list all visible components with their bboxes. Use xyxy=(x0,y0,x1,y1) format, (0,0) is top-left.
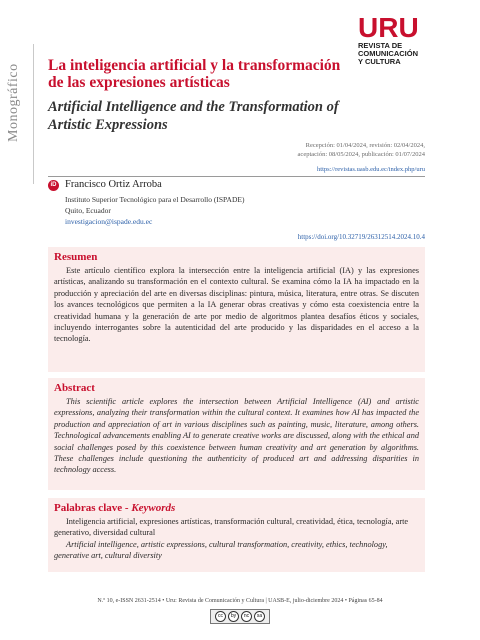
keywords-heading-en: Keywords xyxy=(131,502,176,514)
author-location: Quito, Ecuador xyxy=(65,206,111,215)
keywords-body xyxy=(48,516,425,566)
author-name: Francisco Ortiz Arroba xyxy=(65,179,162,190)
publication-dates xyxy=(298,141,425,159)
resumen-text: Este artículo científico explora la intersección entre la inteligencia artificial (IA) y las expresiones artísticas, analizando su transformación en el contexto cultural. Se examina cómo la IA ha impactado en la producción y apreciación del arte en diversas disciplinas: pintura, música, literatura, entre otras. Se discuten los avances tecnológicos que permiten a la IA generar obras creativas y cómo esta coexistencia entre la creatividad humana y la generación de arte por medio de algoritmos plantea desafíos éticos y sociales, incluyendo interrogantes sobre la autenticidad del arte producido y las disparidades en el acceso a la tecnología. xyxy=(54,266,419,344)
nc-icon: nc xyxy=(241,611,252,622)
author-affiliation xyxy=(65,194,244,227)
abstract-box xyxy=(48,378,425,490)
keywords-english: Artificial intelligence, artistic expressions, cultural transformation, creativity, ethics, technology, generative art, cultural diversity xyxy=(54,539,388,561)
dates-line-1: Recepción: 01/04/2024, revisión: 02/04/2024, xyxy=(305,142,425,149)
section-label: Monográfico xyxy=(6,63,21,143)
article-title-spanish: La inteligencia artificial y la transformación de las expresiones artísticas xyxy=(48,57,341,91)
author-email-link[interactable]: investigacion@ispade.edu.ec xyxy=(65,217,153,226)
page-footer: N.º 10, e-ISSN 2631-2514 • Uru: Revista de Comunicación y Cultura | UASB-E, julio-diciembre 2024 • Páginas 65-84 xyxy=(97,598,383,604)
keywords-heading-es: Palabras clave xyxy=(54,502,123,514)
abstract-heading: Abstract xyxy=(54,382,95,394)
sa-icon: sa xyxy=(254,611,265,622)
author-institution: Instituto Superior Tecnológico para el Desarrollo (ISPADE) xyxy=(65,195,245,204)
creative-commons-license-badge[interactable] xyxy=(210,609,270,624)
logo-line: REVISTA DE xyxy=(358,41,403,50)
doi-link[interactable]: https://doi.org/10.32719/26312514.2024.10.4 xyxy=(297,233,425,241)
logo-mark-text: URU xyxy=(358,14,419,40)
logo-text xyxy=(358,42,448,66)
keywords-separator: - xyxy=(122,502,132,514)
logo-line: COMUNICACIÓN xyxy=(358,49,418,58)
resumen-heading: Resumen xyxy=(54,251,98,263)
side-divider xyxy=(33,44,34,184)
cc-icon: cc xyxy=(215,611,226,622)
resumen-body xyxy=(48,265,425,349)
uru-logo-mark xyxy=(358,14,424,40)
abstract-text: This scientific article explores the intersection between Artificial Intelligence (AI) and artistic expressions, analyzing their transformation within the cultural context. It examines how AI has impacted the production and appreciation of art in various disciplines such as painting, music, literature, among others. Technological advancements enabling AI to generate creative works are discussed, along with the ethical and social challenges posed by this coexistence between human creativity and art generation by algorithms. These challenges include questioning the authenticity of produced art and addressing disparities in technology access. xyxy=(54,397,419,475)
keywords-box xyxy=(48,498,425,572)
journal-url-link[interactable]: https://revistas.uasb.edu.ec/index.php/uru xyxy=(317,166,425,173)
keywords-spanish: Inteligencia artificial, expresiones artísticas, transformación cultural, creatividad, ética, tecnología, arte generativo, diversidad cultural xyxy=(54,517,409,538)
logo-line: Y CULTURA xyxy=(358,57,401,66)
orcid-icon[interactable]: iD xyxy=(48,180,59,191)
keywords-heading xyxy=(48,498,425,516)
article-title-english: Artificial Intelligence and the Transformation of Artistic Expressions xyxy=(48,99,339,133)
dates-line-2: aceptación: 08/05/2024, publicación: 01/07/2024 xyxy=(297,151,425,158)
by-icon: by xyxy=(228,611,239,622)
header-divider xyxy=(48,176,425,177)
resumen-box xyxy=(48,247,425,372)
abstract-body xyxy=(48,396,425,480)
journal-logo xyxy=(358,14,448,66)
